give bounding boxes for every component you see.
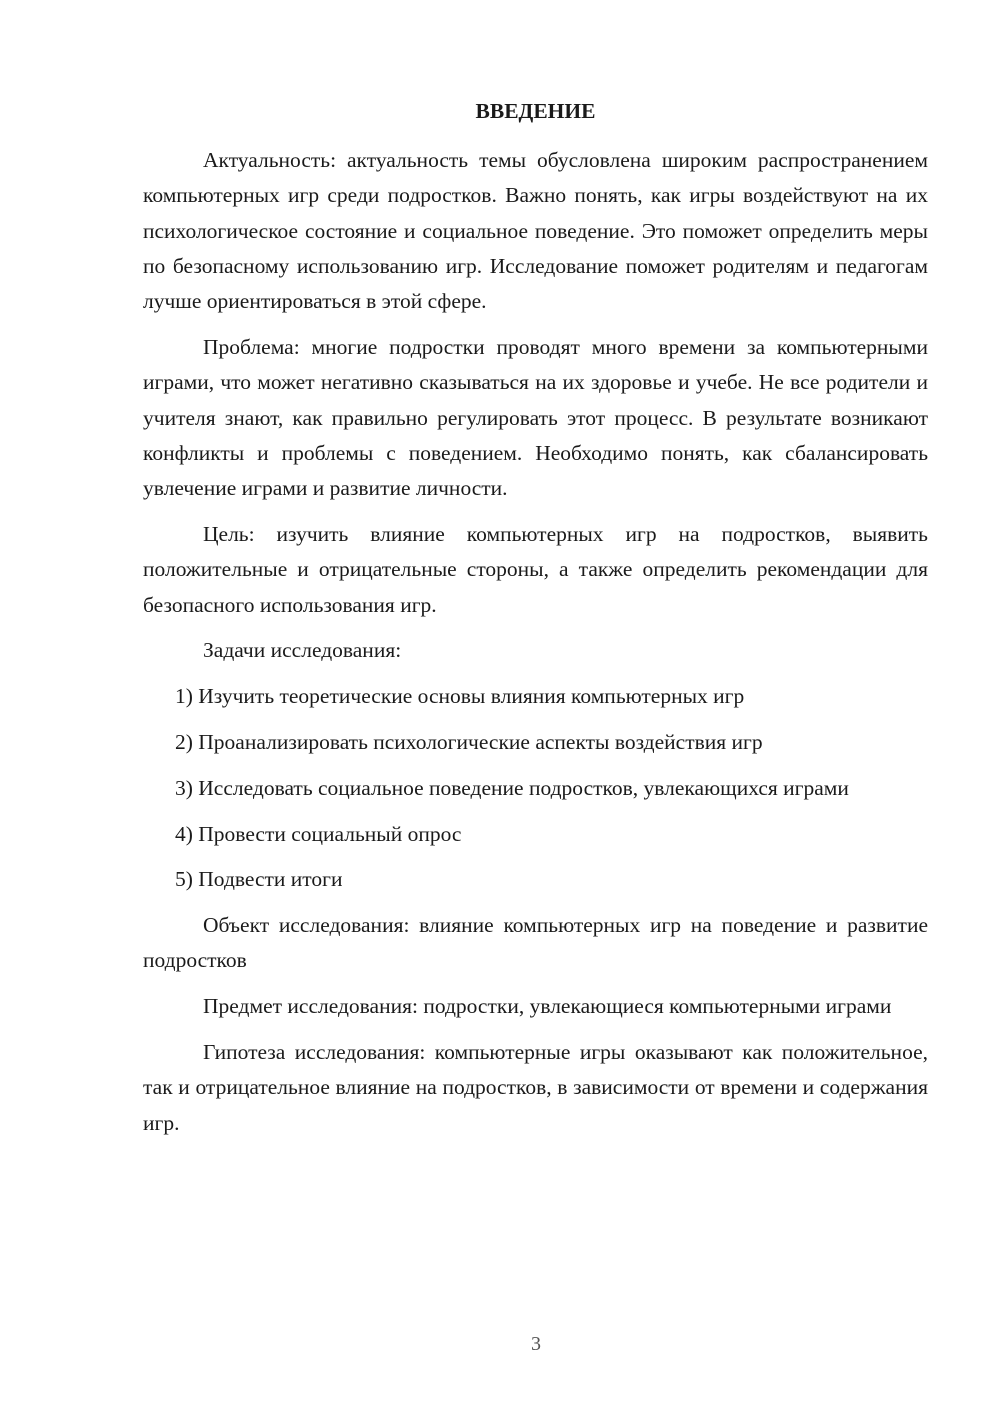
- paragraph-relevance: Актуальность: актуальность темы обусловлена широким распространением компьютерных игр среди подростков. Важно понять, как игры воздействуют на их психологическое состояние и социальное поведение. Это поможет определить меры по безопасному использованию игр. Исследование поможет родителям и педагогам лучше ориентироваться в этой сфере.: [143, 148, 928, 314]
- paragraph-subject: Предмет исследования: подростки, увлекающиеся компьютерными играми: [203, 994, 892, 1019]
- paragraph-hypothesis: Гипотеза исследования: компьютерные игры оказывают как положительное, так и отрицательное влияние на подростков, в зависимости от времени и содержания игр.: [143, 1040, 928, 1135]
- paragraph-tasks-heading: Задачи исследования:: [203, 638, 402, 663]
- paragraph-problem: Проблема: многие подростки проводят много времени за компьютерными играми, что может негативно сказываться на их здоровье и учебе. Не все родители и учителя знают, как правильно регулировать этот процесс. В результате возникают конфликты и проблемы с поведением. Необходимо понять, как сбалансировать увлечение играми и развитие личности.: [143, 334, 928, 501]
- paragraph-goal: Цель: изучить влияние компьютерных игр на подростков, выявить положительные и отрицательные стороны, а также определить рекомендации для безопасного использования игр.: [143, 521, 928, 617]
- task-item: 1) Изучить теоретические основы влияния компьютерных игр: [175, 684, 745, 709]
- page-content: [143, 94, 928, 1151]
- task-item: 3) Исследовать социальное поведение подростков, увлекающихся играми: [175, 775, 849, 800]
- task-item: 4) Провести социальный опрос: [175, 821, 462, 846]
- paragraph-object: Объект исследования: влияние компьютерных игр на поведение и развитие подростков: [143, 913, 928, 973]
- task-item: 5) Подвести итоги: [175, 867, 343, 892]
- page-number: 3: [531, 1333, 541, 1355]
- page-title: ВВЕДЕНИЕ: [475, 99, 596, 123]
- task-item: 2) Проанализировать психологические аспекты воздействия игр: [175, 729, 763, 754]
